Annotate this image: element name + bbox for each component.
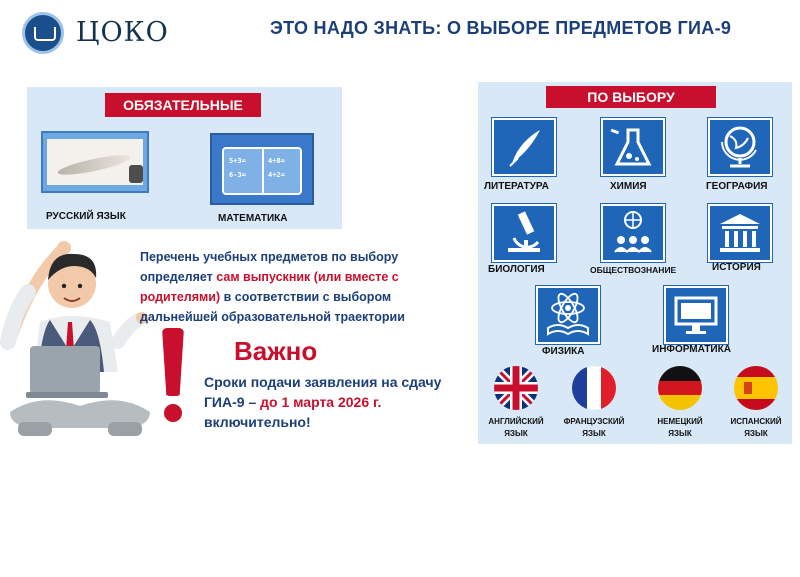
mandatory-panel: [27, 87, 342, 229]
subject-label-physics: ФИЗИКА: [542, 346, 585, 357]
quill-icon: [47, 139, 143, 185]
equation: 4+2=: [268, 171, 285, 179]
deadline-text-part: Сроки подачи заявления на сдачу ГИА-9 –: [204, 374, 442, 410]
flask-icon: [601, 118, 665, 176]
book-seal-icon: [22, 12, 64, 54]
language-label-spanish: [723, 416, 789, 440]
equation: 5+3=: [229, 157, 246, 165]
subject-label-social-studies: ОБЩЕСТВОЗНАНИЕ: [590, 265, 677, 275]
germany-flag-icon: [658, 366, 702, 410]
important-heading: Важно: [234, 336, 318, 366]
language-line: ИСПАНСКИЙ: [730, 417, 782, 426]
quill-icon: [492, 118, 556, 176]
subject-label-russian: РУССКИЙ ЯЗЫК: [46, 211, 126, 222]
language-line: ЯЗЫК: [744, 429, 768, 438]
language-line: ЯЗЫК: [668, 429, 692, 438]
equation: 4+8=: [268, 157, 285, 165]
monitor-icon: [664, 286, 728, 344]
deadline-text-part: включительно!: [204, 414, 311, 430]
info-text-part: в соответствии с выбором дальнейшей образовательной траектории: [140, 290, 405, 324]
page-title: ЭТО НАДО ЗНАТЬ: О ВЫБОРЕ ПРЕДМЕТОВ ГИА-9: [270, 18, 732, 38]
language-line: ФРАНЦУЗСКИЙ: [563, 417, 625, 426]
mandatory-banner: ОБЯЗАТЕЛЬНЫЕ: [105, 93, 261, 117]
language-line: ЯЗЫК: [582, 429, 606, 438]
elective-banner: ПО ВЫБОРУ: [546, 86, 716, 108]
subject-label-history: ИСТОРИЯ: [712, 262, 761, 273]
subject-label-literature: ЛИТЕРАТУРА: [484, 181, 549, 192]
deadline-text: [204, 372, 454, 432]
tsoko-logo: [22, 10, 182, 56]
subject-label-geography: ГЕОГРАФИЯ: [706, 181, 768, 192]
deadline-date-highlight: до 1 марта 2026 г.: [260, 394, 382, 410]
france-flag-icon: [572, 366, 616, 410]
math-tile: [210, 133, 314, 205]
people-network-icon: [601, 204, 665, 262]
language-label-french: [561, 416, 627, 440]
microscope-icon: [492, 204, 556, 262]
elective-info-text: [140, 247, 420, 327]
math-book-icon: [222, 147, 302, 195]
language-line: АНГЛИЙСКИЙ: [488, 417, 544, 426]
equation: 6-3=: [229, 171, 246, 179]
globe-icon: [708, 118, 772, 176]
language-label-english: [483, 416, 549, 440]
elective-panel: [478, 82, 792, 444]
subject-label-math: МАТЕМАТИКА: [218, 213, 288, 224]
subject-label-biology: БИОЛОГИЯ: [488, 264, 545, 275]
subject-label-chemistry: ХИМИЯ: [610, 181, 647, 192]
language-line: НЕМЕЦКИЙ: [657, 417, 703, 426]
russian-language-tile: [41, 131, 149, 193]
subject-label-informatics: ИНФОРМАТИКА: [652, 344, 731, 355]
info-text-part: Перечень учебных предметов по выбору определяет: [140, 250, 399, 284]
info-text-highlight: сам выпускник (или вместе с родителями): [140, 270, 399, 304]
language-line: ЯЗЫК: [504, 429, 528, 438]
student-with-laptop-illustration: [0, 222, 160, 446]
language-label-german: [647, 416, 713, 440]
columns-building-icon: [708, 204, 772, 262]
atom-book-icon: [536, 286, 600, 344]
exclamation-icon: [160, 328, 186, 424]
uk-flag-icon: [494, 366, 538, 410]
logo-text: ЦОКО: [76, 17, 169, 48]
spain-flag-icon: [734, 366, 778, 410]
